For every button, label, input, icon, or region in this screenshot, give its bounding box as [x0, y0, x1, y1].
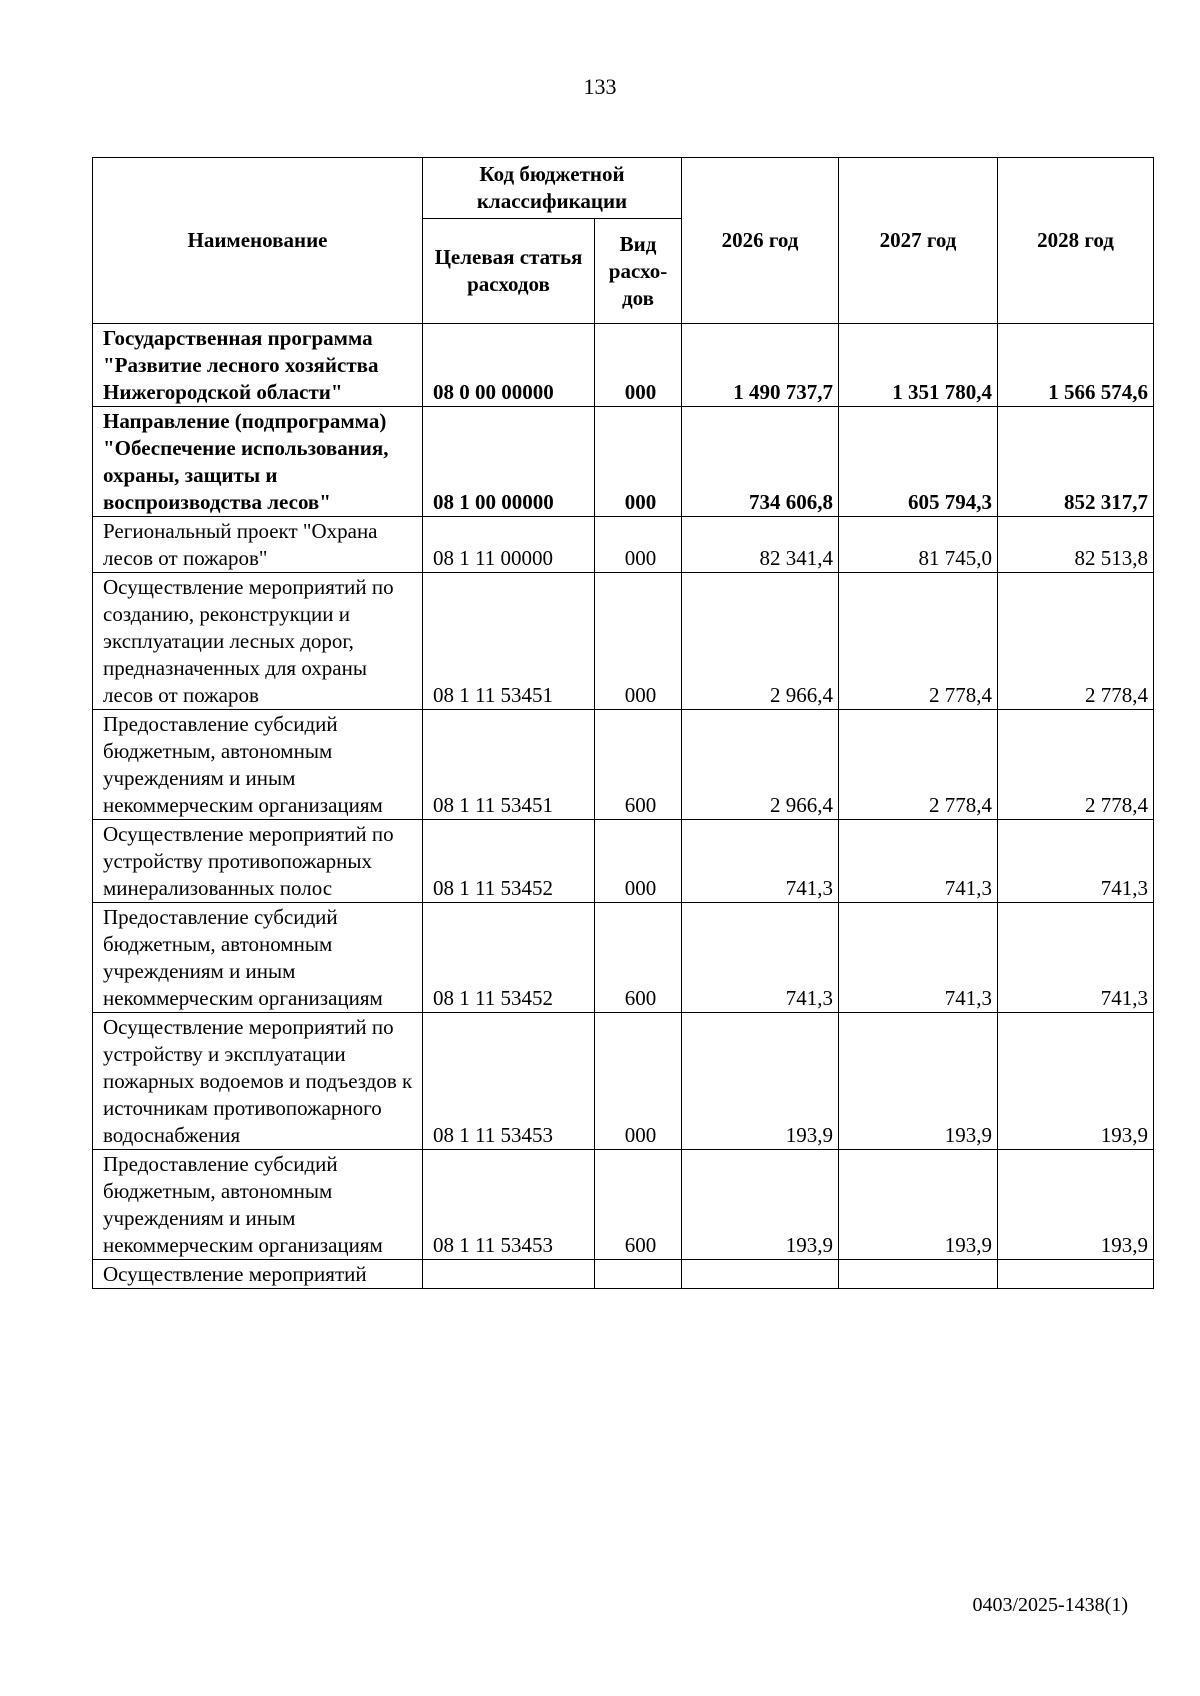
cell-2027: 2 778,4 [839, 573, 998, 710]
cell-2026: 2 966,4 [682, 573, 839, 710]
cell-target-code: 08 1 11 53451 [423, 573, 595, 710]
cell-target-code: 08 1 11 53453 [423, 1013, 595, 1150]
cell-expense-type: 000 [595, 820, 682, 903]
table-row [93, 1013, 1154, 1150]
cell-name: Осуществление мероприятий по устройству и эксплуатации пожарных водоемов и подъездов к источникам противопожарного водоснабжения [93, 1013, 423, 1150]
cell-name: Направление (подпрограмма) "Обеспечение использования, охраны, защиты и воспроизводства лесов" [93, 407, 423, 517]
cell-expense-type: 000 [595, 573, 682, 710]
cell-2028: 1 566 574,6 [998, 324, 1154, 407]
table-row [93, 820, 1154, 903]
cell-2027: 741,3 [839, 820, 998, 903]
table-row [93, 517, 1154, 573]
header-name: Наименование [93, 158, 423, 324]
table-row [93, 903, 1154, 1013]
cell-2026: 734 606,8 [682, 407, 839, 517]
cell-2028: 741,3 [998, 820, 1154, 903]
cell-target-code: 08 1 11 53452 [423, 820, 595, 903]
cell-2028: 193,9 [998, 1150, 1154, 1260]
cell-2027: 605 794,3 [839, 407, 998, 517]
cell-2026: 741,3 [682, 903, 839, 1013]
cell-name: Предоставление субсидий бюджетным, автономным учреждениям и иным некоммерческим организациям [93, 710, 423, 820]
cell-2028 [998, 1260, 1154, 1289]
cell-target-code: 08 1 11 53453 [423, 1150, 595, 1260]
cell-expense-type: 000 [595, 407, 682, 517]
cell-name: Предоставление субсидий бюджетным, автономным учреждениям и иным некоммерческим организациям [93, 903, 423, 1013]
cell-2027: 2 778,4 [839, 710, 998, 820]
cell-2028: 2 778,4 [998, 710, 1154, 820]
cell-2026 [682, 1260, 839, 1289]
cell-2026: 193,9 [682, 1013, 839, 1150]
header-vid: Вид расхо-дов [595, 219, 682, 324]
header-2027: 2027 год [839, 158, 998, 324]
cell-name: Осуществление мероприятий по устройству противопожарных минерализованных полос [93, 820, 423, 903]
cell-name: Осуществление мероприятий по созданию, реконструкции и эксплуатации лесных дорог, предназначенных для охраны лесов от пожаров [93, 573, 423, 710]
cell-2026: 741,3 [682, 820, 839, 903]
budget-table [92, 157, 1154, 1289]
cell-expense-type: 600 [595, 1150, 682, 1260]
page-number: 133 [583, 74, 617, 99]
table-row [93, 1260, 1154, 1289]
header-target: Целевая статья расходов [423, 219, 595, 324]
header-kbk: Код бюджетной классификации [423, 158, 682, 219]
table-row [93, 1150, 1154, 1260]
cell-target-code: 08 1 00 00000 [423, 407, 595, 517]
table-row [93, 710, 1154, 820]
cell-2028: 741,3 [998, 903, 1154, 1013]
cell-2026: 2 966,4 [682, 710, 839, 820]
document-number: 0403/2025-1438(1) [972, 1594, 1128, 1616]
cell-target-code: 08 1 11 00000 [423, 517, 595, 573]
cell-2026: 82 341,4 [682, 517, 839, 573]
cell-2027: 193,9 [839, 1013, 998, 1150]
cell-2027: 81 745,0 [839, 517, 998, 573]
cell-target-code: 08 0 00 00000 [423, 324, 595, 407]
cell-expense-type [595, 1260, 682, 1289]
cell-2028: 852 317,7 [998, 407, 1154, 517]
cell-expense-type: 000 [595, 517, 682, 573]
cell-2027 [839, 1260, 998, 1289]
cell-expense-type: 000 [595, 1013, 682, 1150]
cell-expense-type: 000 [595, 324, 682, 407]
table-row [93, 407, 1154, 517]
cell-target-code: 08 1 11 53452 [423, 903, 595, 1013]
cell-2028: 193,9 [998, 1013, 1154, 1150]
cell-2026: 193,9 [682, 1150, 839, 1260]
cell-name: Осуществление мероприятий [93, 1260, 423, 1289]
cell-target-code: 08 1 11 53451 [423, 710, 595, 820]
table-body [93, 324, 1154, 1289]
cell-2028: 82 513,8 [998, 517, 1154, 573]
header-2026: 2026 год [682, 158, 839, 324]
cell-name: Предоставление субсидий бюджетным, автономным учреждениям и иным некоммерческим организациям [93, 1150, 423, 1260]
cell-name: Государственная программа "Развитие лесного хозяйства Нижегородской области" [93, 324, 423, 407]
table-row [93, 324, 1154, 407]
table-row [93, 573, 1154, 710]
cell-2027: 1 351 780,4 [839, 324, 998, 407]
cell-target-code [423, 1260, 595, 1289]
cell-2026: 1 490 737,7 [682, 324, 839, 407]
header-2028: 2028 год [998, 158, 1154, 324]
cell-2028: 2 778,4 [998, 573, 1154, 710]
cell-expense-type: 600 [595, 903, 682, 1013]
table-header [93, 158, 1154, 324]
cell-expense-type: 600 [595, 710, 682, 820]
cell-name: Региональный проект "Охрана лесов от пожаров" [93, 517, 423, 573]
cell-2027: 193,9 [839, 1150, 998, 1260]
cell-2027: 741,3 [839, 903, 998, 1013]
